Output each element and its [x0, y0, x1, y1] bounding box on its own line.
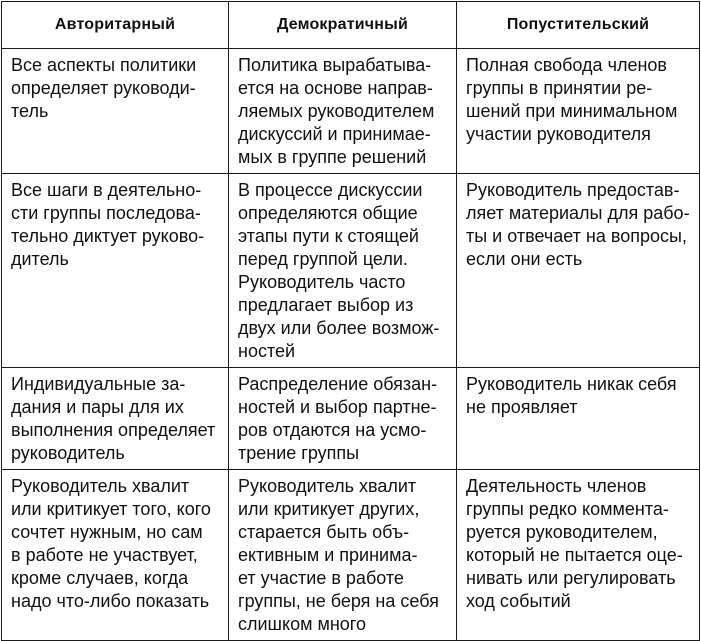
cell-line: сти группы последова-: [11, 203, 201, 223]
header-permissive: Попустительский: [457, 2, 700, 49]
cell-democratic: [229, 368, 457, 470]
cell-line: Все шаги в деятельно-: [11, 180, 202, 200]
cell-authoritarian: [2, 470, 229, 641]
cell-line: руется руководителем,: [466, 522, 658, 542]
cell-line: Руководитель хвалит: [11, 476, 190, 496]
cell-line: Руководитель предостав-: [466, 180, 680, 200]
cell-line: Полная свобода членов: [466, 55, 667, 75]
cell-authoritarian: [2, 49, 229, 174]
cell-line: Руководитель никак себя: [466, 374, 677, 394]
cell-line: дискуссий и принимае-: [238, 124, 431, 144]
cell-line: ход событий: [466, 591, 571, 611]
table-row: [2, 368, 700, 470]
cell-authoritarian: [2, 368, 229, 470]
cell-democratic: [229, 174, 457, 368]
cell-line: Индивидуальные за-: [11, 374, 186, 394]
header-democratic: Демократичный: [229, 2, 457, 49]
cell-line: участии руководителя: [466, 124, 651, 144]
leadership-styles-table: [1, 1, 700, 641]
cell-line: руководитель: [11, 443, 125, 463]
cell-line: ляемых руководителем: [238, 101, 435, 121]
cell-line: определяются общие: [238, 203, 418, 223]
table-row: [2, 470, 700, 641]
cell-line: нивать или регулировать: [466, 568, 676, 588]
cell-line: дания и пары для их: [11, 397, 184, 417]
cell-line: если они есть: [466, 249, 583, 269]
cell-line: определяет руководи-: [11, 78, 196, 98]
cell-line: ты и отвечает на вопросы,: [466, 226, 687, 246]
cell-line: кроме случаев, когда: [11, 568, 189, 588]
cell-line: не проявляет: [466, 397, 578, 417]
cell-line: предлагает выбор из: [238, 295, 414, 315]
cell-line: Руководитель хвалит: [238, 476, 417, 496]
cell-line: Распределение обязан-: [238, 374, 438, 394]
header-authoritarian: Авторитарный: [2, 2, 229, 49]
cell-line: Политика вырабатыва-: [238, 55, 432, 75]
cell-line: ностей и выбор партне-: [238, 397, 437, 417]
cell-line: мых в группе решений: [238, 147, 427, 167]
cell-line: двух или более возмож-: [238, 318, 440, 338]
cell-line: или критикует других,: [238, 499, 420, 519]
cell-permissive: [457, 368, 700, 470]
cell-line: перед группой цели.: [238, 249, 408, 269]
cell-permissive: [457, 174, 700, 368]
cell-line: ективным и принима-: [238, 545, 418, 565]
cell-line: ется на основе направ-: [238, 78, 433, 98]
cell-line: дитель: [11, 249, 69, 269]
cell-line: Деятельность членов: [466, 476, 647, 496]
cell-line: ностей: [238, 341, 296, 361]
cell-permissive: [457, 49, 700, 174]
cell-line: слишком много: [238, 614, 366, 634]
cell-line: старается быть объ-: [238, 522, 410, 542]
cell-line: группы, не беря на себя: [238, 591, 439, 611]
cell-line: ров отдаются на усмо-: [238, 420, 427, 440]
cell-line: шений при минимальном: [466, 101, 678, 121]
cell-line: группы в принятии ре-: [466, 78, 653, 98]
cell-line: этапы пути к стоящей: [238, 226, 419, 246]
table-row: [2, 49, 700, 174]
cell-authoritarian: [2, 174, 229, 368]
cell-democratic: [229, 49, 457, 174]
cell-democratic: [229, 470, 457, 641]
cell-line: который не пытается оце-: [466, 545, 683, 565]
table-row: [2, 174, 700, 368]
cell-line: Руководитель часто: [238, 272, 406, 292]
cell-line: надо что-либо показать: [11, 591, 210, 611]
cell-line: В процессе дискуссии: [238, 180, 423, 200]
cell-line: ет участие в работе: [238, 568, 404, 588]
cell-line: ляет материалы для рабо-: [466, 203, 690, 223]
cell-line: выполнения определяет: [11, 420, 216, 440]
header-row: [2, 2, 700, 49]
cell-line: сочтет нужным, но сам: [11, 522, 203, 542]
cell-line: трение группы: [238, 443, 360, 463]
cell-line: группы редко коммента-: [466, 499, 669, 519]
cell-line: Все аспекты политики: [11, 55, 197, 75]
cell-line: тельно диктует руково-: [11, 226, 205, 246]
cell-line: или критикует того, кого: [11, 499, 211, 519]
cell-permissive: [457, 470, 700, 641]
cell-line: в работе не участвует,: [11, 545, 198, 565]
cell-line: тель: [11, 101, 49, 121]
